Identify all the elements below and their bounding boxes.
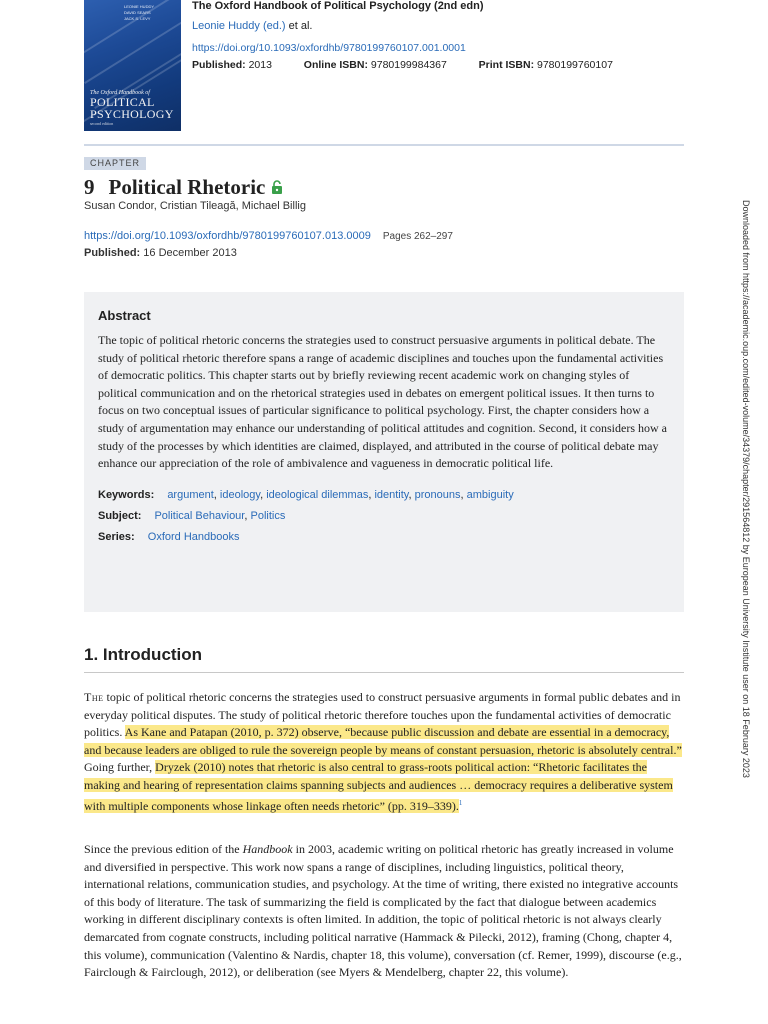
book-cover[interactable] bbox=[84, 0, 181, 131]
chapter-number: 9 bbox=[84, 175, 95, 199]
series-row: Series: Oxford Handbooks bbox=[98, 530, 240, 543]
section-heading: 1. Introduction bbox=[84, 645, 203, 664]
chapter-doi-row bbox=[84, 230, 453, 242]
keyword-link[interactable]: identity bbox=[374, 488, 409, 501]
cover-editors: LEONIE HUDDY DAVID SEARS JACK S. LEVY bbox=[124, 4, 155, 21]
keyword-link[interactable]: pronouns bbox=[414, 488, 461, 501]
highlighted-quote-1: As Kane and Patapan (2010, p. 372) observe, “because public discussion and debate are essential in a democracy, and because leaders are obliged to rule the sovereign people by means of constant persuasion, rhetoric is absolutely central.” bbox=[84, 725, 682, 757]
keyword-link[interactable]: argument bbox=[167, 488, 214, 501]
abstract-text: The topic of political rhetoric concerns the strategies used to construct persuasive arguments in political debate. The study of political rhetoric therefore spans a range of academic disciplines and touches upon the fundamental activities of democratic politics. This chapter starts out by briefly reviewing recent academic work on changing styles of political communication and on the rhetorical strategies used in debates on emergent political issues. It then turns to focus on two conceptual issues of particular significance to political psychology. First, the chapter considers how a study of argumentation may enhance our understanding of political attitudes and cognition. Second, it considers how a study of the processes by which identities are claimed, displayed, and attributed in the course of political debate may enhance our appreciation of the role of ambivalence and vagueness in democratic political life. bbox=[98, 333, 667, 471]
chapter-authors: Susan Condor, Cristian Tileagă, Michael Billig bbox=[84, 200, 306, 212]
highlighted-quote-2: Dryzek (2010) notes that rhetoric is also central to grass-roots political action: “Rhetoric facilitates the making and hearing of representation claims spanning subjects and audiences … democracy requires a deliberative system with multiple components whose linkage often needs rhetoric” (pp. 319–339). bbox=[84, 760, 673, 813]
chapter-badge: CHAPTER bbox=[84, 157, 146, 170]
keywords-row: Keywords: argument, ideology, ideological dilemmas, identity, pronouns, ambiguity bbox=[98, 488, 514, 501]
editor-link[interactable]: Leonie Huddy (ed.) bbox=[192, 20, 286, 32]
keyword-link[interactable]: ideology bbox=[219, 488, 261, 501]
subject-link[interactable]: Political Behaviour bbox=[154, 509, 245, 522]
book-info bbox=[192, 0, 692, 72]
book-doi-link[interactable]: https://doi.org/10.1093/oxfordhb/9780199760107.001.0001 bbox=[192, 42, 466, 54]
subject-row: Subject: Political Behaviour, Politics bbox=[98, 509, 286, 522]
section-divider bbox=[84, 672, 684, 673]
chapter-title: 9 Political Rhetoric bbox=[84, 174, 283, 202]
keyword-link[interactable]: ideological dilemmas bbox=[266, 488, 369, 501]
abstract-metadata bbox=[98, 485, 670, 548]
keyword-link[interactable]: ambiguity bbox=[466, 488, 514, 501]
download-watermark: Downloaded from https://academic.oup.com/edited-volume/34379/chapter/291564812 by European University Institute user on 18 February 2023 bbox=[741, 200, 751, 778]
series-link[interactable]: Oxford Handbooks bbox=[147, 530, 240, 543]
book-publication-row: Published: 2013 Online ISBN: 9780199984367 Print ISBN: 9780199760107 bbox=[192, 59, 613, 71]
cover-title: The Oxford Handbook of POLITICAL PSYCHOLOGY second edition bbox=[90, 90, 174, 126]
open-access-lock-icon bbox=[271, 174, 283, 200]
footnote-link[interactable]: 1 bbox=[458, 798, 463, 807]
chapter-pages: Pages 262–297 bbox=[382, 231, 453, 242]
subject-link[interactable]: Politics bbox=[250, 509, 286, 522]
abstract-panel bbox=[84, 292, 684, 612]
intro-paragraph-2: Since the previous edition of the Handbook in 2003, academic writing on political rhetoric has greatly increased in volume and diversified in perspective. This work now spans a range of disciplines, including linguistics, political theory, international relations, communication studies, and psychology. At the time of writing, there existed no integrative accounts of this body of literature. The task of summarizing the field is complicated by the fact that dialogue between academics working in different disciplinary contexts is often limited. In addition, the topic of political rhetoric is not always clearly demarcated from cognate constructs, including political narrative (Hammack & Pilecki, 2012), framing (Chong, chapter 4, this volume), communication (Valentino & Nardis, chapter 18, this volume), conversation (cf. Remer, 1999), discourse (e.g., Fairclough & Fairclough, 2012), or deliberation (see Myers & Mendelberg, chapter 22, this volume). bbox=[84, 842, 682, 980]
intro-paragraph-1: The topic of political rhetoric concerns the strategies used to construct persuasive arguments in formal public debates and in everyday political disputes. The study of political rhetoric therefore touches upon the fundamental activities of democratic politics. As Kane and Patapan (2010, p. 372) observe, “because public discussion and debate are essential in a democracy, and because leaders are obliged to rule the sovereign people by means of constant persuasion, rhetoric is absolutely central.” Going further, Dryzek (2010) notes that rhetoric is also central to grass-roots political action: “Rhetoric facilitates the making and hearing of representation claims spanning subjects and audiences … democracy requires a deliberative system with multiple components whose linkage often needs rhetoric” (pp. 319–339).$^1$ bbox=[84, 690, 682, 813]
header-divider bbox=[84, 144, 684, 146]
chapter-published: Published: 16 December 2013 bbox=[84, 247, 237, 259]
book-editors: Leonie Huddy (ed.) et al. bbox=[192, 20, 313, 32]
abstract-heading: Abstract bbox=[98, 308, 151, 323]
chapter-doi-link[interactable]: https://doi.org/10.1093/oxfordhb/9780199760107.013.0009 bbox=[84, 230, 371, 242]
book-title[interactable]: The Oxford Handbook of Political Psychology (2nd edn) bbox=[192, 0, 484, 12]
